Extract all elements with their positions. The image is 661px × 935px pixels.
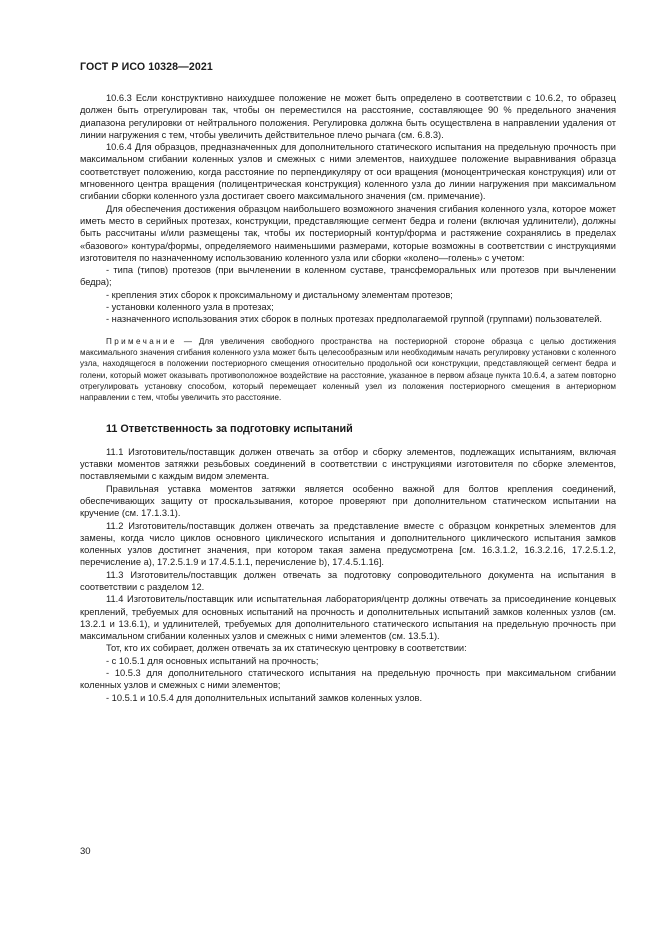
note-label: Примечание — [106, 336, 177, 346]
paragraph-10-6-3: 10.6.3 Если конструктивно наихудшее положение не может быть определено в соответствии с 10.6.2, то образец должен быть отрегулирован так, чтобы он переместился на расстояние, составляющее 90 % предельного значения диапазона регулировки от нейтрального положения. Регулировка должна быть осуществлена в направлении удаления от линии нагружения с тем, чтобы увеличить действительное плечо рычага (см. 6.8.3). — [80, 93, 616, 140]
paragraph-10-6-4: 10.6.4 Для образцов, предназначенных для дополнительного статического испытания на предельную прочность при максимальном сгибании коленных узлов и смежных с ними элементов, наихудшее положение выравнивания образца соответствует положению, когда расстояние по перпендикуляру от оси вращения (моноцентрическая конструкция) или от мгновенного центра вращения (полицентрическая конструкция) коленного узла до линии нагружения при максимальном сгибании сборки коленного узла достигает своего максимального значения (см. примечание). — [80, 142, 616, 202]
list-item: - с 10.5.1 для основных испытаний на прочность; — [106, 655, 319, 666]
note-text: — Для увеличения свободного пространства на постериорной стороне образца с целью достижения максимального значения сгибания коленного узла может быть целесообразным или необходимым начать регулировку установки с коленного узла, находящегося в положении постериорного смещения относительно продольной оси конструкции, представляющей сегмент бедра и голени, который может оказывать противоположное воздействие на расстояние, указанное в первом абзаце пункта 10.6.4, а затем повторно отрегулировать установку способом, который перемещает коленный узел из положения постериорного смещения в антериорном направлении с тем, чтобы увеличить это расстояние. — [80, 336, 616, 403]
list-item: - 10.5.3 для дополнительного статического испытания на предельную прочность при максимальном сгибании коленных узлов и смежных с ними элементов; — [80, 668, 616, 691]
list-item: - установки коленного узла в протезах; — [106, 302, 274, 313]
note-paragraph — [80, 336, 616, 404]
list-item: - назначенного использования этих сборок в полных протезах предполагаемой группой (группами) пользователей. — [106, 314, 602, 325]
paragraph-11-2: 11.2 Изготовитель/поставщик должен отвечать за представление вместе с образцом конкретных элементов для замены, когда число циклов основного циклического испытания и дополнительного циклического испытания замков коленных узлов достигнет значения, при котором такая замена предусмотрена [см. 16.3.1.2, 16.3.2.16, 17.2.5.1.2, перечисление а), 17.2.5.1.9 и 17.4.5.1.1, перечисление b), 17.4.5.1.16]. — [80, 520, 616, 568]
list-item: - 10.5.1 и 10.5.4 для дополнительных испытаний замков коленных узлов. — [106, 692, 423, 703]
list-item: - крепления этих сборок к проксимальному и дистальному элементам протезов; — [106, 289, 453, 300]
standard-header: ГОСТ Р ИСО 10328—2021 — [80, 61, 213, 73]
list-item: - типа (типов) протезов (при вычленении в коленном суставе, трансфеморальных или протезов при вычленении бедра); — [80, 265, 616, 288]
page-number: 30 — [80, 846, 91, 857]
paragraph-torque: Правильная уставка моментов затяжки является особенно важной для болтов крепления соединений, обеспечивающих защиту от проскальзывания, которое проверяют при дополнительном статическом испытании на кручение (см. 17.1.3.1). — [80, 483, 616, 519]
page-content — [80, 92, 616, 704]
paragraph-knee-flexion: Для обеспечения достижения образцом наибольшего возможного значения сгибания коленного узла, которое может иметь место в серийных протезах, конструкции, представляющие сегмент бедра и голени (включая удлинители), должны быть рассчитаны и/или размещены так, чтобы их постериорный контур/форма и растяжение сохранялись в пределах «базового» контура/формы, определяемого наименьшими размерами, которые возможны в соответствии с инструкциями изготовителя по назначенному использованию коленного узла или сборки «колено—голень» с учетом: — [80, 203, 616, 263]
section-11-heading: 11 Ответственность за подготовку испытаний — [106, 423, 353, 436]
paragraph-alignment: Тот, кто их собирает, должен отвечать за их статическую центровку в соответствии: — [106, 643, 467, 654]
paragraph-11-3: 11.3 Изготовитель/поставщик должен отвечать за подготовку сопроводительного документа на испытания в соответствии с разделом 12. — [80, 569, 616, 592]
paragraph-11-4: 11.4 Изготовитель/поставщик или испытательная лаборатория/центр должны отвечать за присоединение концевых креплений, требуемых для основных испытаний на прочность и дополнительных испытаний замков коленных узлов (см. 13.2.1 и 13.6.1), и удлинителей, требуемых для дополнительного статического испытания на предельную прочность при максимальном сгибании коленных узлов и смежных с ними элементов (см. 13.5.1). — [80, 594, 616, 642]
paragraph-11-1: 11.1 Изготовитель/поставщик должен отвечать за отбор и сборку элементов, подлежащих испытаниям, включая уставки моментов затяжки резьбовых соединений в соответствии с инструкциями изготовителя по сборке элементов, поставляемыми с каждым видом элемента. — [80, 446, 616, 482]
